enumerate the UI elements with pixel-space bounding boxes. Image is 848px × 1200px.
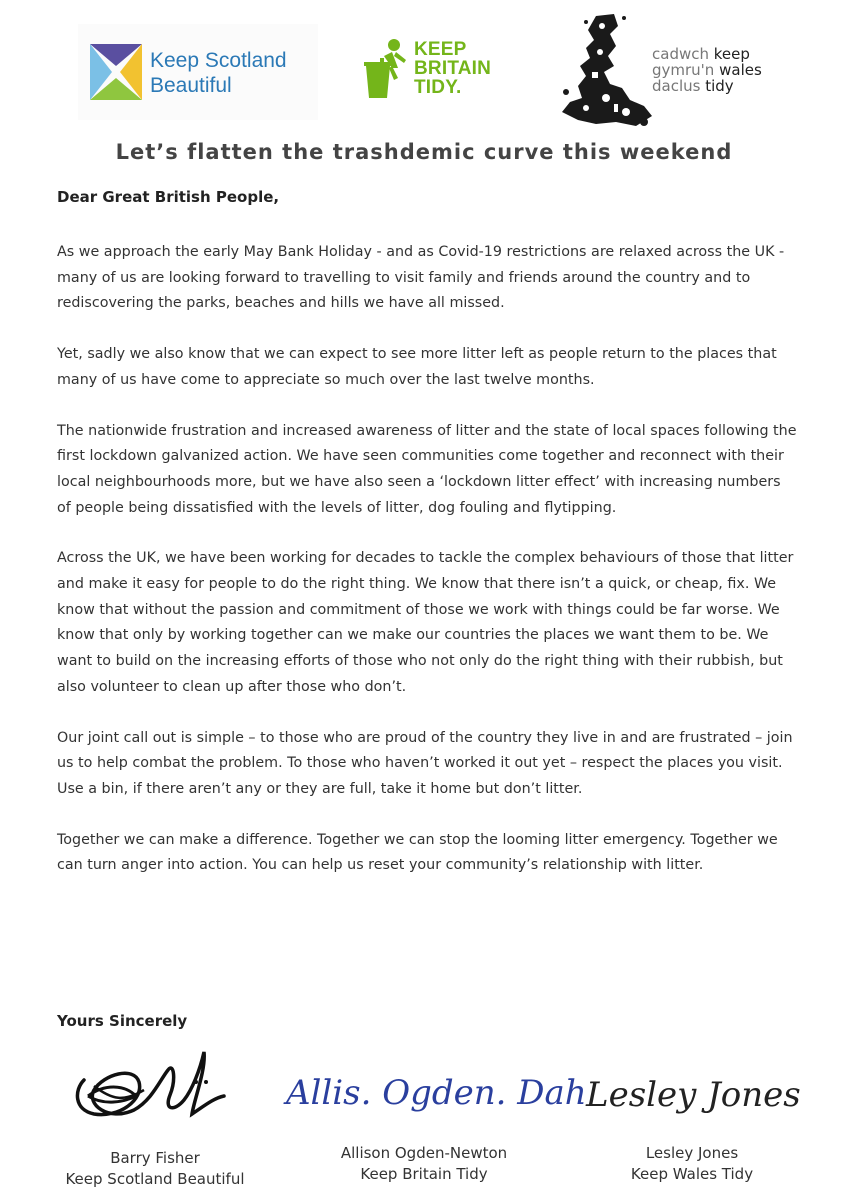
signatory-2-org: Keep Britain Tidy [360, 1165, 488, 1183]
keep-wales-tidy-logo [556, 12, 776, 132]
paragraph-6: Together we can make a difference. Together we can stop the looming litter emergency. Together we can turn anger into action. You can help us reset your community’s relationship with litter. [57, 831, 778, 874]
kwt-welsh-1: cadwch [652, 45, 709, 63]
paragraph-5: Our joint call out is simple – to those who are proud of the country they live in and are frustrated – join us to help combat the problem. To those who haven’t worked it out yet – respect the places you visit. Use a bin, if there aren’t any or they are full, take it home but don’t litter. [57, 729, 793, 797]
signature-lesley-jones [586, 1048, 801, 1128]
letter-title: Let’s flatten the trashdemic curve this weekend [115, 140, 733, 164]
kwt-row-2 [652, 62, 762, 78]
signatory-3-name: Lesley Jones [645, 1144, 739, 1162]
kwt-welsh-3: daclus [652, 77, 701, 95]
keep-scotland-beautiful-logo [78, 24, 318, 120]
kwt-english-3: tidy [705, 77, 734, 95]
signatory-2 [304, 1143, 544, 1185]
paragraph-1: As we approach the early May Bank Holiday - and as Covid-19 restrictions are relaxed across the UK - many of us are looking forward to travelling to visit family and friends around the country and to rediscovering the parks, beaches and hills we have all missed. [57, 244, 785, 312]
closing: Yours Sincerely [57, 1012, 188, 1030]
kwt-welsh-2: gymru'n [652, 61, 715, 79]
signatory-3 [592, 1143, 792, 1185]
paragraph-4: Across the UK, we have been working for decades to tackle the complex behaviours of those that litter and make it easy for people to do the right thing. We know that there isn’t a quick, or cheap, fix. We know that without the passion and commitment of those we work with things could be far worse. We know that only by working together can we make our countries the places we want them to be. We want to build on the increasing efforts of those who not only do the right thing with their rubbish, but also volunteer to clean up after those who don’t. [57, 550, 794, 695]
signature-barry-fisher [64, 1040, 234, 1130]
kbt-line-1: KEEP [414, 39, 467, 60]
kwt-row-3 [652, 78, 762, 94]
paragraph-2: Yet, sadly we also know that we can expect to see more litter left as people return to the places that many of us have come to appreciate so much over the last twelve months. [57, 346, 777, 388]
allison-signature-text: Allis. Ogden. Dah [286, 1073, 587, 1113]
ksb-line-2: Beautiful [150, 74, 232, 97]
kwt-english-1: keep [713, 45, 750, 63]
keep-britain-tidy-logo [362, 38, 514, 108]
paragraph-3: The nationwide frustration and increased awareness of litter and the state of local spaces following the first lockdown galvanized action. We have seen communities come together and reconnect with their local neighbourhoods more, but we have also seen a ‘lockdown litter effect’ with increasing numbers of people being dissatisfied with the levels of litter, dog fouling and flytipping. [57, 422, 797, 516]
tidyman-icon [362, 38, 412, 100]
signature-allison-ogden-newton [286, 1058, 587, 1128]
kbt-line-2: BRITAIN [414, 58, 492, 79]
wales-map-icon [556, 12, 656, 132]
kbt-line-3: TIDY. [414, 77, 462, 98]
kwt-row-1 [652, 46, 762, 62]
saltire-icon [90, 44, 142, 100]
signatory-1 [40, 1148, 270, 1190]
letter-body [57, 240, 797, 904]
ksb-line-1: Keep Scotland [150, 49, 287, 72]
kwt-english-2: wales [719, 61, 762, 79]
signatory-1-name: Barry Fisher [110, 1149, 200, 1167]
lesley-signature-text: Lesley Jones [586, 1075, 801, 1115]
signatory-3-org: Keep Wales Tidy [630, 1165, 754, 1183]
signatory-2-name: Allison Ogden-Newton [340, 1144, 508, 1162]
signatory-1-org: Keep Scotland Beautiful [65, 1170, 245, 1188]
salutation: Dear Great British People, [57, 188, 280, 206]
